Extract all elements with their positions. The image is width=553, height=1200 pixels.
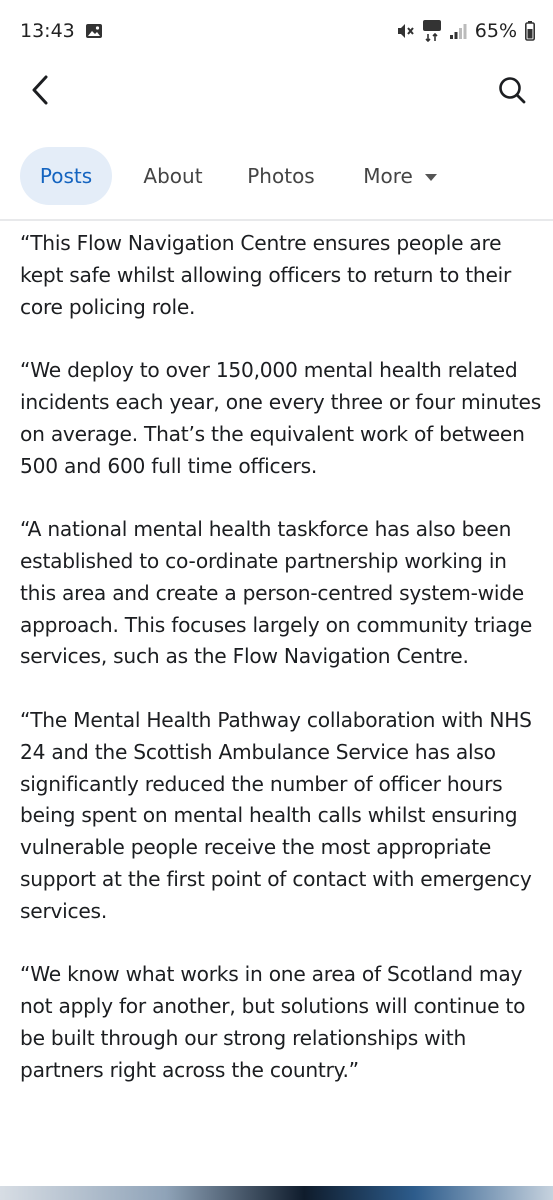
- post-paragraph: “We know what works in one area of Scotland may not apply for another, but solutions will continue to be built through our strong relationships with partners right across the country.”: [20, 962, 526, 1082]
- post-paragraph: “The Mental Health Pathway collaboration with NHS 24 and the Scottish Ambulance Service has also significantly reduced the number of officer hours being spent on mental health calls whilst ensuring vulnerable people receive the most appropriate support at the first point of contact with emergency services.: [20, 707, 532, 923]
- tab-photos-label: Photos: [247, 164, 315, 188]
- signal-icon: [449, 23, 467, 39]
- search-button[interactable]: [494, 72, 530, 108]
- tab-posts[interactable]: [20, 147, 112, 205]
- gallery-icon: [85, 23, 103, 39]
- post-paragraph: “A national mental health taskforce has also been established to co-ordinate partnership working in this area and create a person-centred system-wide approach. This focuses largely on community triage services, such as the Flow Navigation Centre.: [20, 517, 533, 669]
- status-time: 13:43: [20, 20, 75, 42]
- app-header: [0, 62, 553, 120]
- tabs-divider: [0, 219, 553, 221]
- tab-about-label: About: [143, 164, 203, 188]
- tab-posts-label: Posts: [39, 164, 93, 188]
- back-button[interactable]: [22, 72, 58, 108]
- post-image-edge: [0, 1186, 553, 1200]
- post-paragraph: “We deploy to over 150,000 mental health related incidents each year, one every three or four minutes on average. That’s the equivalent work of between 500 and 600 full time officers.: [20, 358, 541, 478]
- post-text: [20, 228, 542, 1118]
- status-left: [20, 20, 103, 42]
- tab-about[interactable]: [132, 147, 214, 205]
- status-right: [395, 20, 535, 42]
- tab-photos[interactable]: [238, 147, 324, 205]
- battery-icon: [525, 21, 535, 41]
- mute-icon: [395, 21, 415, 41]
- tab-more-label: More: [363, 164, 413, 188]
- chevron-left-icon: [30, 74, 50, 106]
- network-5g-icon: [423, 20, 441, 42]
- battery-percent: 65%: [474, 20, 517, 42]
- status-bar: [0, 0, 553, 62]
- caret-down-icon: [425, 174, 437, 181]
- tab-more[interactable]: [350, 147, 450, 205]
- post-paragraph: “This Flow Navigation Centre ensures people are kept safe whilst allowing officers to return to their core policing role.: [20, 231, 512, 319]
- profile-tabs: [0, 144, 553, 208]
- search-icon: [497, 75, 527, 105]
